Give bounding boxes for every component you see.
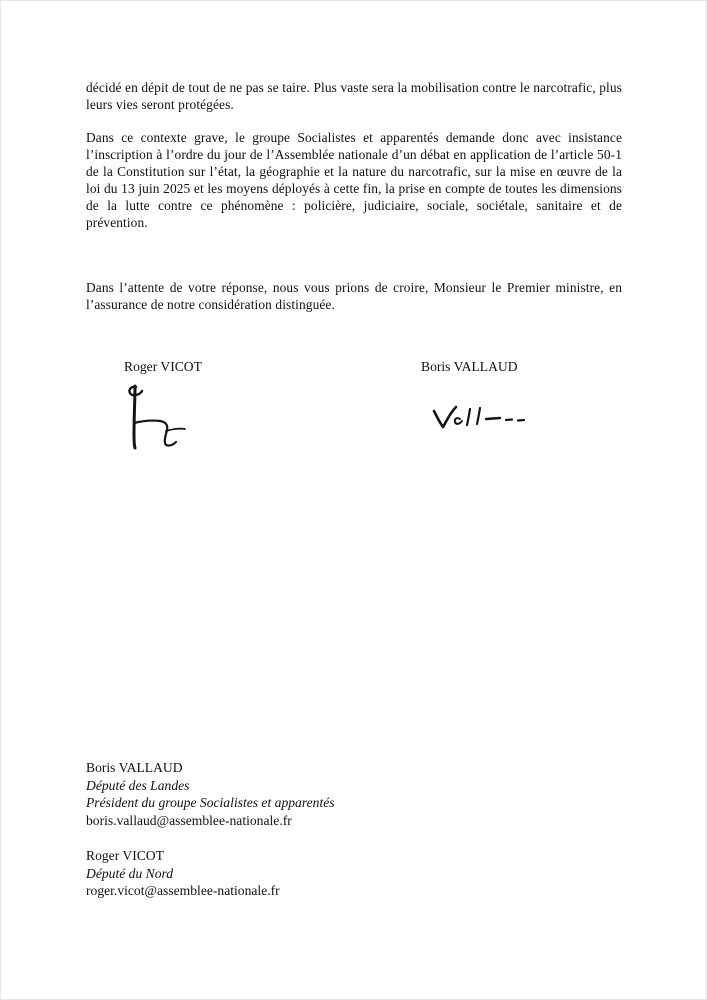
contact-email: boris.vallaud@assemblee-nationale.fr xyxy=(86,812,292,828)
letter-body xyxy=(86,79,622,313)
contact-name: Boris VALLAUD xyxy=(86,760,183,775)
contact-title: Président du groupe Socialistes et apparentés xyxy=(86,795,335,810)
signatory-name-vicot: Roger VICOT xyxy=(124,359,202,374)
paragraph-continuation: décidé en dépit de tout de ne pas se taire. Plus vaste sera la mobilisation contre le narcotrafic, plus leurs vies seront protégées. xyxy=(86,80,622,112)
paragraph-request: Dans ce contexte grave, le groupe Socialistes et apparentés demande donc avec insistance l’inscription à l’ordre du jour de l’Assemblée nationale d’un débat en application de l’article 50-1 de la Constitution sur l’état, la géographie et la nature du narcotrafic, sur la mise en œuvre de la loi du 13 juin 2025 et les moyens déployés à cette fin, la prise en compte de toutes les dimensions de la lutte contre ce phénomène : policière, judiciaire, sociale, sociétale, sanitaire et de prévention. xyxy=(86,130,622,230)
contact-block xyxy=(86,759,335,900)
signatory-name-vallaud: Boris VALLAUD xyxy=(421,359,518,374)
contact-vicot xyxy=(86,847,335,900)
contact-name: Roger VICOT xyxy=(86,848,164,863)
signature-section xyxy=(86,359,622,469)
contact-title: Député des Landes xyxy=(86,777,190,793)
signature-vicot xyxy=(122,383,212,453)
contact-vallaud xyxy=(86,759,335,829)
signature-vallaud xyxy=(430,403,540,437)
paragraph-closing: Dans l’attente de votre réponse, nous vous prions de croire, Monsieur le Premier ministre, en l’assurance de notre considération distinguée. xyxy=(86,280,622,312)
contact-title: Député du Nord xyxy=(86,865,174,881)
contact-email: roger.vicot@assemblee-nationale.fr xyxy=(86,883,280,898)
